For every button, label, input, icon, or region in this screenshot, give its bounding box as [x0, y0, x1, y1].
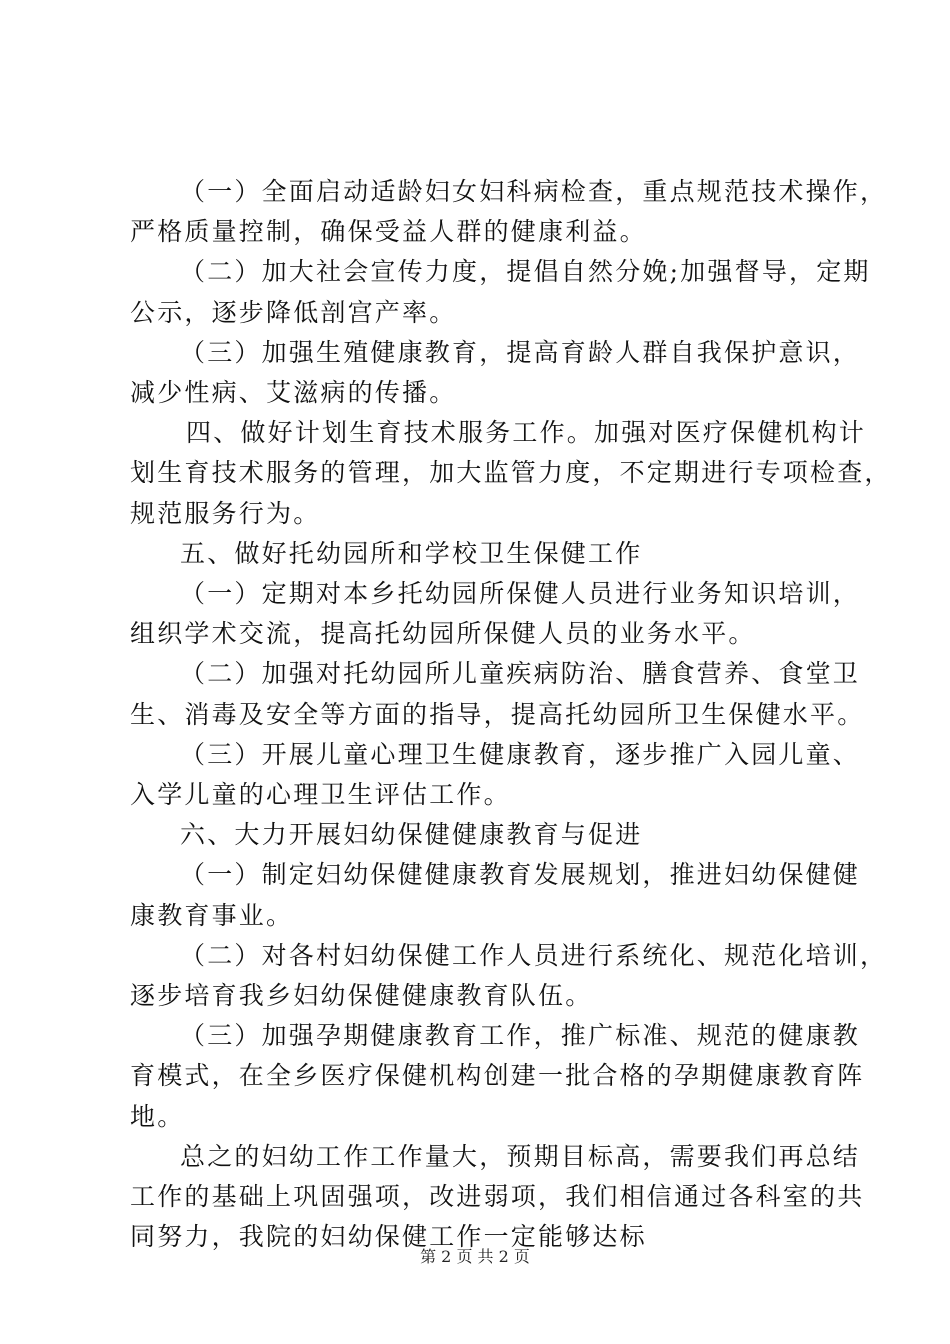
section-heading: 六、大力开展妇幼保健健康教育与促进: [180, 820, 643, 850]
paragraph-line: （一）全面启动适龄妇女妇科病检查，重点规范技术操作，: [180, 177, 888, 206]
paragraph-line: 同努力，我院的妇幼保健工作一定能够达标: [130, 1222, 647, 1252]
paragraph-line: （一）定期对本乡托幼园所保健人员进行业务知识培训，: [180, 579, 861, 609]
section-heading: 五、做好托幼园所和学校卫生保健工作: [180, 538, 643, 568]
document-body: [130, 172, 892, 1257]
paragraph-line: 逐步培育我乡妇幼保健健康教育队伍。: [130, 981, 593, 1011]
paragraph-line: 规范服务行为。: [130, 498, 321, 528]
paragraph-line: （三）开展儿童心理卫生健康教育，逐步推广入园儿童、: [180, 739, 861, 769]
paragraph-line: 工作的基础上巩固强项，改进弱项，我们相信通过各科室的共: [130, 1182, 865, 1212]
paragraph-line: （二）加大社会宣传力度，提倡自然分娩;加强督导，定期: [180, 257, 871, 287]
paragraph-line: 育模式，在全乡医疗保健机构创建一批合格的孕期健康教育阵: [130, 1061, 865, 1091]
paragraph-line: （二）对各村妇幼保健工作人员进行系统化、规范化培训，: [180, 940, 888, 970]
paragraph-line: 地。: [130, 1101, 185, 1131]
paragraph-line: 总之的妇幼工作工作量大，预期目标高，需要我们再总结: [180, 1141, 861, 1171]
paragraph-line: 组织学术交流，提高托幼园所保健人员的业务水平。: [130, 619, 756, 649]
paragraph-line: 生、消毒及安全等方面的指导，提高托幼园所卫生保健水平。: [130, 699, 865, 729]
paragraph-line: （一）制定妇幼保健健康教育发展规划，推进妇幼保健健: [180, 860, 861, 890]
paragraph-line: （三）加强生殖健康教育，提高育龄人群自我保护意识，: [180, 337, 861, 367]
paragraph-line: （三）加强孕期健康教育工作，推广标准、规范的健康教: [180, 1021, 861, 1051]
page-number-footer: 第 2 页 共 2 页: [420, 1247, 530, 1266]
paragraph-line: 入学儿童的心理卫生评估工作。: [130, 780, 511, 810]
paragraph-line: 康教育事业。: [130, 900, 294, 930]
paragraph-line: 严格质量控制，确保受益人群的健康利益。: [130, 217, 647, 247]
paragraph-line: 公示，逐步降低剖宫产率。: [130, 297, 457, 327]
paragraph-line: 划生育技术服务的管理，加大监管力度，不定期进行专项检查，: [130, 458, 892, 488]
paragraph-line: （二）加强对托幼园所儿童疾病防治、膳食营养、食堂卫: [180, 659, 861, 689]
paragraph-line: 减少性病、艾滋病的传播。: [130, 378, 457, 408]
section-heading-line: 四、做好计划生育技术服务工作。加强对医疗保健机构计: [186, 418, 867, 448]
